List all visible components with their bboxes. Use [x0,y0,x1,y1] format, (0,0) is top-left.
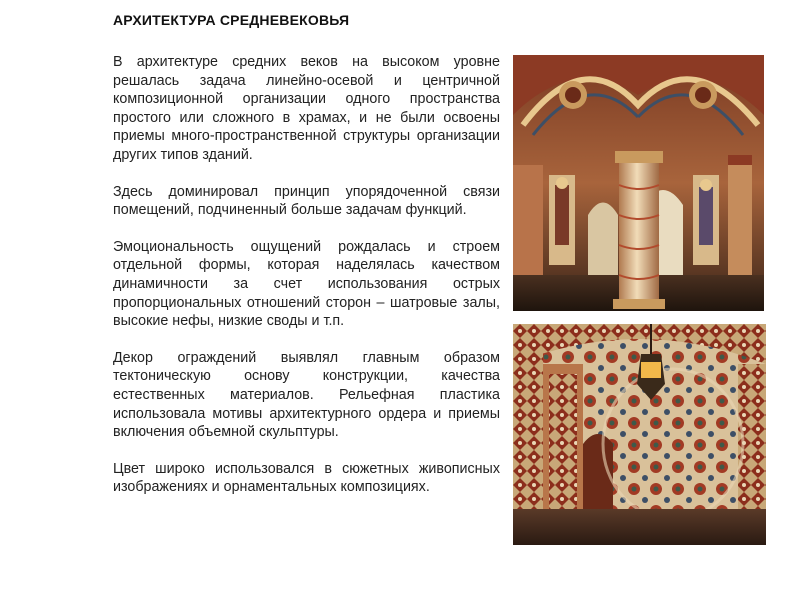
church-interior-photo [513,55,764,311]
paragraph-5: Цвет широко использовался в сюжетных живописных изображениях и орнаментальных композициях. [113,460,500,496]
main-text [113,53,500,515]
ornamented-chamber-photo [513,324,766,545]
paragraph-4: Декор ограждений выявлял главным образом тектоническую основу конструкции, качества естественных материалов. Рельефная пластика использовала мотивы архитектурного ордера и приемы включения объемной скульптуры. [113,349,500,441]
paragraph-3: Эмоциональность ощущений рождалась и строем отдельной формы, которая наделялась качеством динамичности за счет использования острых пропорциональных отношений сторон – шатровые залы, высокие нефы, низкие своды и т.п. [113,238,500,330]
paragraph-1: В архитектуре средних веков на высоком уровне решалась задача линейно-осевой и центричной композиционной организации одного пространства простого или сложного в храмах, и не были освоены приемы много-пространственной структуры организации других типов зданий. [113,54,500,163]
page-title: АРХИТЕКТУРА СРЕДНЕВЕКОВЬЯ [113,12,350,28]
paragraph-2: Здесь доминировал принцип упорядоченной связи помещений, подчиненный больше задачам функций. [113,183,500,219]
